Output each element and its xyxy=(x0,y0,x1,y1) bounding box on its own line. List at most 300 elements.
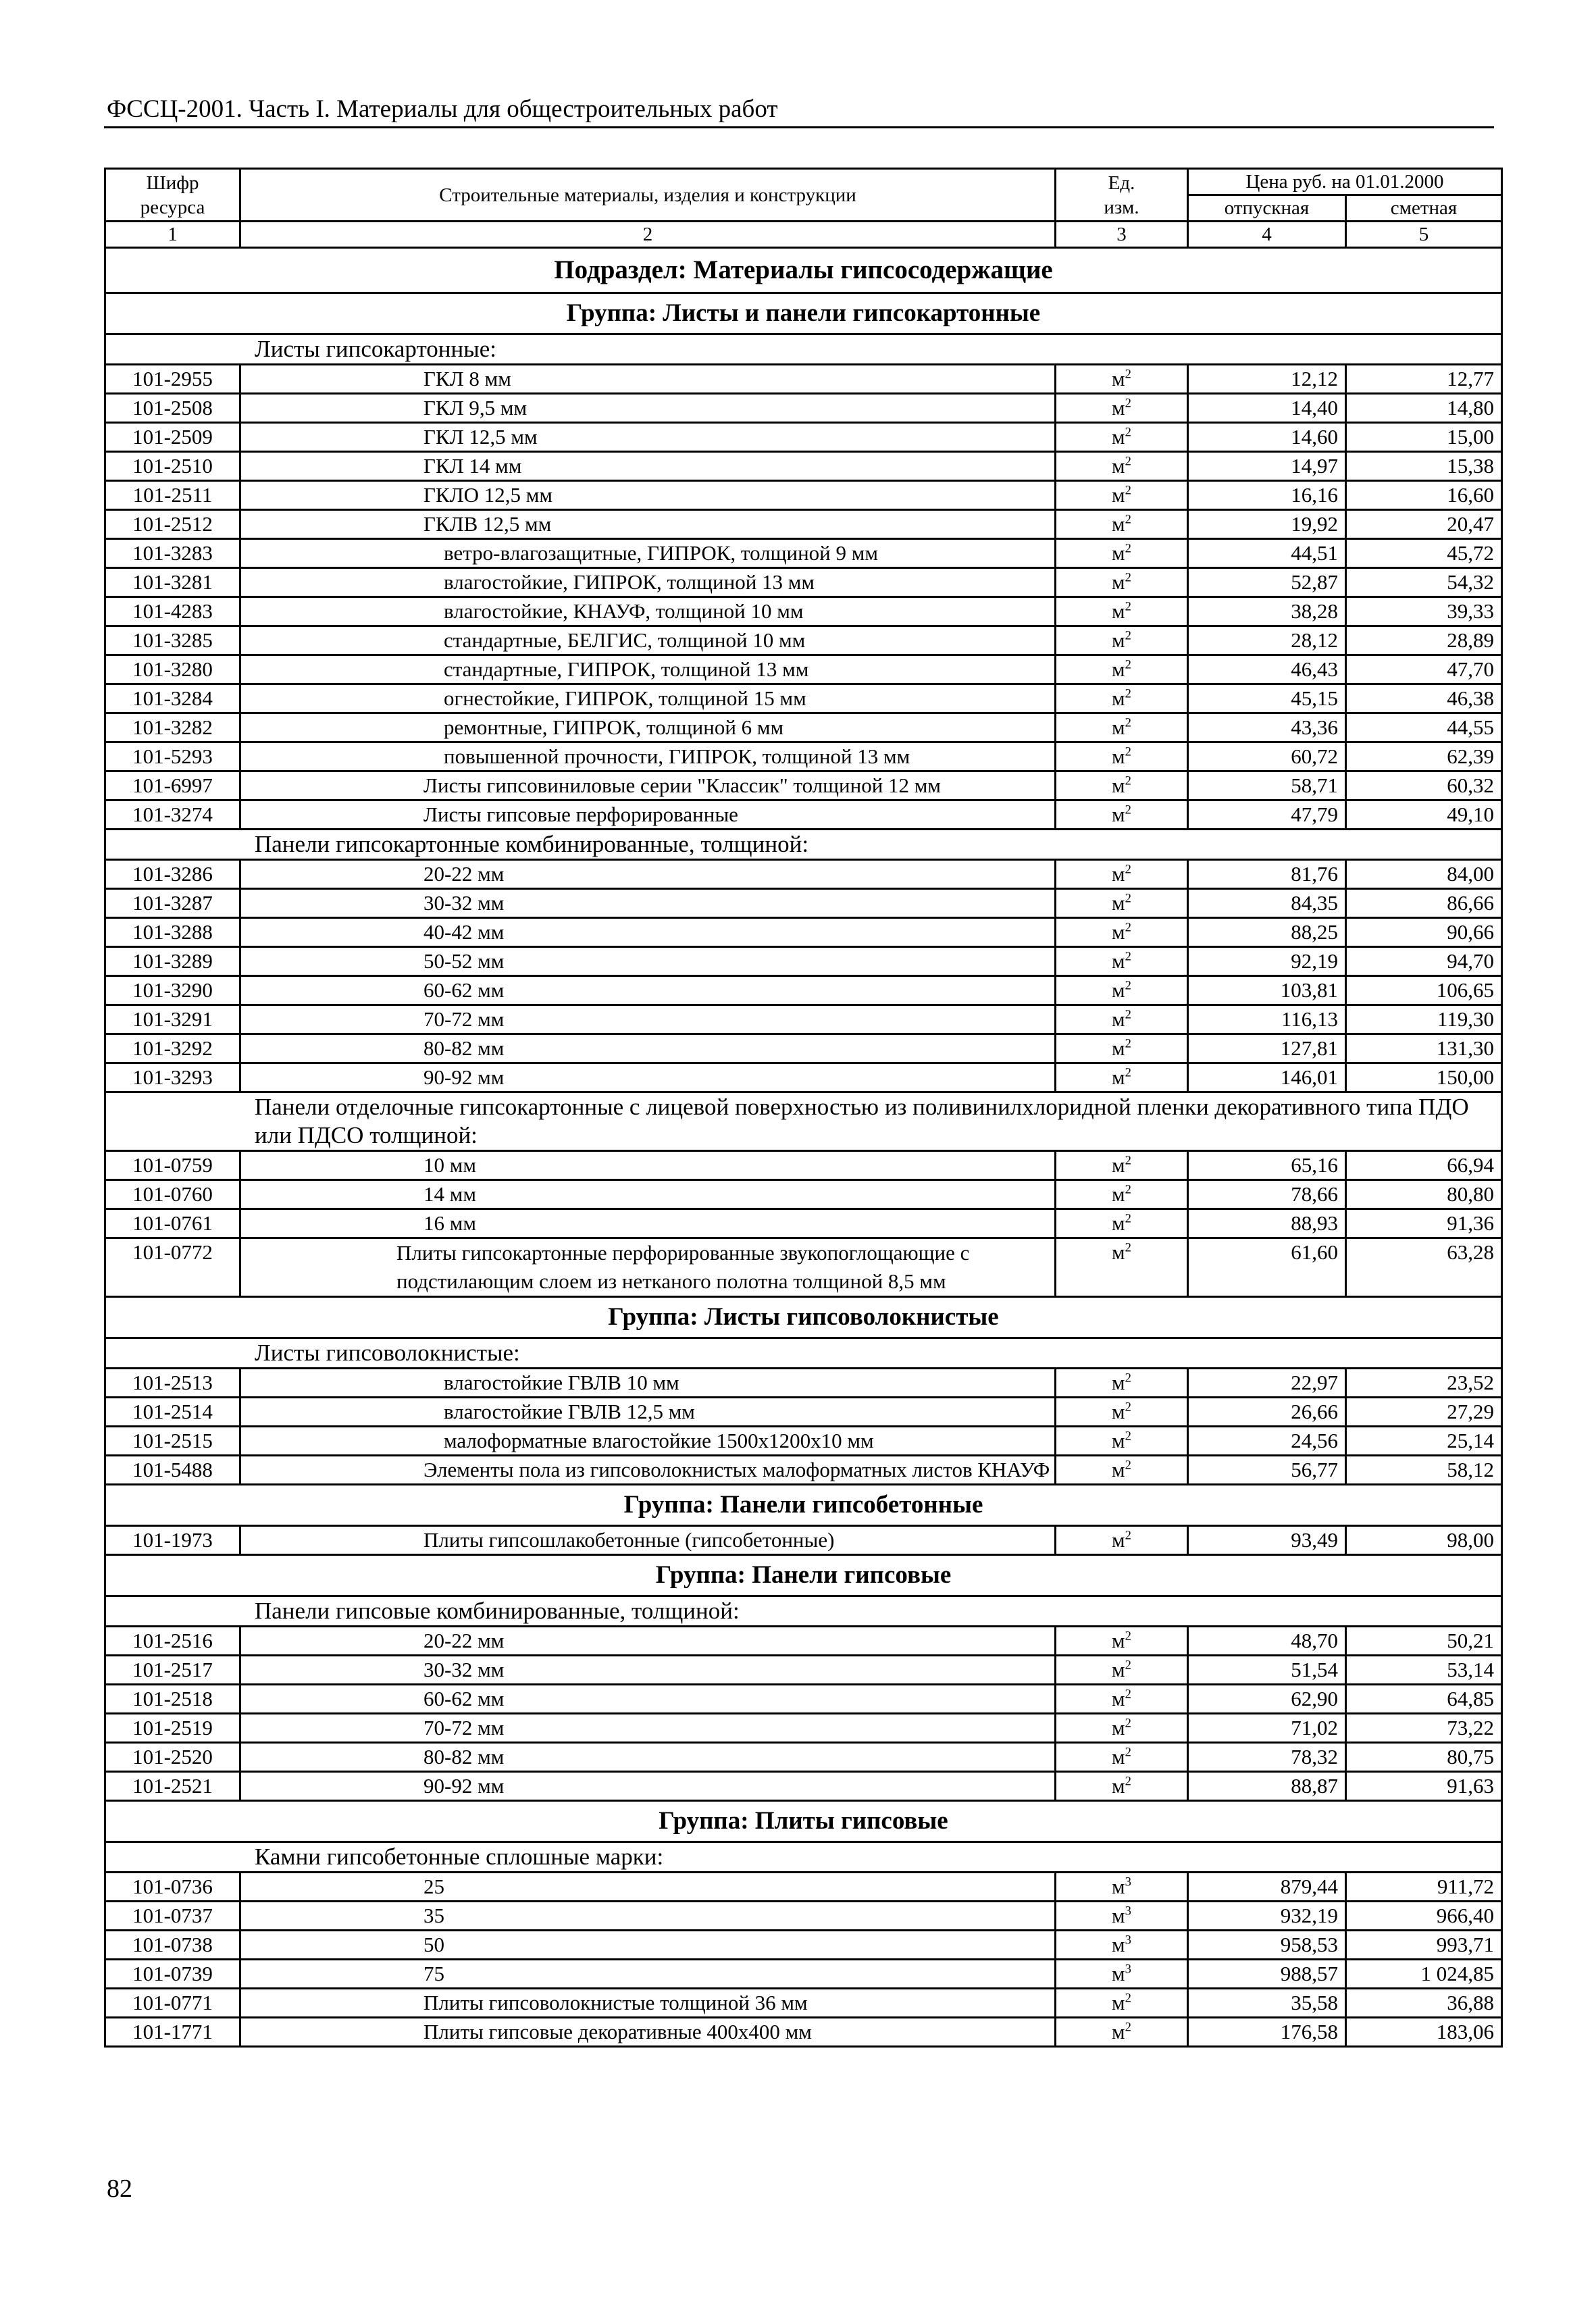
cell-name: Элементы пола из гипсоволокнистых малоформатных листов КНАУФ xyxy=(240,1456,1056,1485)
table-row xyxy=(105,1931,1502,1960)
cell-code: 101-3292 xyxy=(105,1034,240,1063)
cell-estimate-price: 47,70 xyxy=(1346,655,1502,684)
cell-release-price: 19,92 xyxy=(1188,510,1346,539)
group-row xyxy=(105,1801,1502,1842)
group-title: Группа: Плиты гипсовые xyxy=(105,1801,1502,1842)
category-title: Листы гипсокартонные: xyxy=(105,334,1502,365)
cell-name: влагостойкие ГВЛВ 10 мм xyxy=(240,1369,1056,1398)
cell-name: 10 мм xyxy=(240,1151,1056,1180)
cell-release-price: 62,90 xyxy=(1188,1685,1346,1714)
cell-release-price: 61,60 xyxy=(1188,1238,1346,1297)
cell-name: 16 мм xyxy=(240,1209,1056,1238)
cell-release-price: 92,19 xyxy=(1188,947,1346,976)
cell-release-price: 38,28 xyxy=(1188,597,1346,626)
unit-text: м xyxy=(1112,1629,1125,1652)
cell-unit xyxy=(1056,742,1188,771)
unit-exponent: 2 xyxy=(1125,1182,1131,1197)
unit-exponent: 2 xyxy=(1125,1065,1131,1080)
cell-unit xyxy=(1056,568,1188,597)
cell-estimate-price: 23,52 xyxy=(1346,1369,1502,1398)
cell-release-price: 71,02 xyxy=(1188,1714,1346,1743)
unit-exponent: 2 xyxy=(1125,1774,1131,1789)
table-row xyxy=(105,510,1502,539)
table-row xyxy=(105,394,1502,423)
table-row xyxy=(105,568,1502,597)
cell-code: 101-3281 xyxy=(105,568,240,597)
unit-exponent: 2 xyxy=(1125,1153,1131,1168)
cell-code: 101-3285 xyxy=(105,626,240,655)
unit-exponent: 2 xyxy=(1125,599,1131,614)
cell-name: стандартные, ГИПРОК, толщиной 13 мм xyxy=(240,655,1056,684)
cell-release-price: 146,01 xyxy=(1188,1063,1346,1092)
cell-unit xyxy=(1056,1151,1188,1180)
table-row xyxy=(105,771,1502,800)
cell-code: 101-2517 xyxy=(105,1656,240,1685)
table-header xyxy=(105,169,1502,248)
cell-name: влагостойкие, КНАУФ, толщиной 10 мм xyxy=(240,597,1056,626)
cell-code: 101-1771 xyxy=(105,2018,240,2047)
cell-name: 80-82 мм xyxy=(240,1034,1056,1063)
col-code-header-line1: Шифр xyxy=(146,172,199,194)
unit-exponent: 2 xyxy=(1125,1687,1131,1702)
table-row xyxy=(105,2018,1502,2047)
unit-exponent: 2 xyxy=(1125,2020,1131,2035)
cell-name: ветро-влагозащитные, ГИПРОК, толщиной 9 мм xyxy=(240,539,1056,568)
cell-release-price: 65,16 xyxy=(1188,1151,1346,1180)
cell-unit xyxy=(1056,1180,1188,1209)
unit-exponent: 2 xyxy=(1125,1400,1131,1415)
cell-code: 101-0760 xyxy=(105,1180,240,1209)
cell-estimate-price: 91,36 xyxy=(1346,1209,1502,1238)
unit-exponent: 2 xyxy=(1125,570,1131,585)
cell-code: 101-3289 xyxy=(105,947,240,976)
unit-text: м xyxy=(1112,396,1125,420)
unit-text: м xyxy=(1112,599,1125,623)
cell-code: 101-2520 xyxy=(105,1743,240,1772)
group-row xyxy=(105,1297,1502,1338)
table-row xyxy=(105,1005,1502,1034)
category-row xyxy=(105,334,1502,365)
cell-unit xyxy=(1056,626,1188,655)
col-name-header: Строительные материалы, изделия и конструкции xyxy=(240,169,1056,222)
unit-text: м xyxy=(1112,1933,1125,1956)
table-row xyxy=(105,597,1502,626)
unit-text: м xyxy=(1112,1007,1125,1031)
unit-text: м xyxy=(1112,803,1125,826)
cell-name: 80-82 мм xyxy=(240,1743,1056,1772)
unit-exponent: 2 xyxy=(1125,1429,1131,1444)
cell-unit xyxy=(1056,597,1188,626)
cell-unit xyxy=(1056,423,1188,452)
table-row xyxy=(105,1960,1502,1989)
cell-estimate-price: 86,66 xyxy=(1346,889,1502,918)
unit-exponent: 2 xyxy=(1125,1458,1131,1473)
unit-exponent: 2 xyxy=(1125,628,1131,643)
unit-text: м xyxy=(1112,1745,1125,1769)
table-row xyxy=(105,1180,1502,1209)
unit-exponent: 2 xyxy=(1125,454,1131,469)
unit-exponent: 2 xyxy=(1125,512,1131,527)
category-row xyxy=(105,1596,1502,1627)
unit-text: м xyxy=(1112,686,1125,710)
cell-code: 101-3282 xyxy=(105,713,240,742)
cell-estimate-price: 84,00 xyxy=(1346,860,1502,889)
cell-release-price: 958,53 xyxy=(1188,1931,1346,1960)
table-row xyxy=(105,1873,1502,1902)
unit-exponent: 2 xyxy=(1125,1036,1131,1051)
cell-release-price: 28,12 xyxy=(1188,626,1346,655)
cell-unit xyxy=(1056,1456,1188,1485)
cell-name: ГКЛ 14 мм xyxy=(240,452,1056,481)
unit-exponent: 2 xyxy=(1125,1528,1131,1543)
cell-unit xyxy=(1056,860,1188,889)
cell-code: 101-2955 xyxy=(105,365,240,394)
cell-release-price: 58,71 xyxy=(1188,771,1346,800)
unit-text: м xyxy=(1112,1371,1125,1394)
cell-unit xyxy=(1056,918,1188,947)
unit-text: м xyxy=(1112,367,1125,390)
cell-code: 101-2510 xyxy=(105,452,240,481)
cell-code: 101-3291 xyxy=(105,1005,240,1034)
cell-release-price: 78,32 xyxy=(1188,1743,1346,1772)
cell-release-price: 52,87 xyxy=(1188,568,1346,597)
cell-estimate-price: 91,63 xyxy=(1346,1772,1502,1801)
unit-text: м xyxy=(1112,1153,1125,1177)
cell-name: ГКЛВ 12,5 мм xyxy=(240,510,1056,539)
unit-text: м xyxy=(1112,920,1125,944)
table-row xyxy=(105,365,1502,394)
col-number-5: 5 xyxy=(1346,222,1502,248)
unit-text: м xyxy=(1112,1991,1125,2014)
cell-release-price: 46,43 xyxy=(1188,655,1346,684)
unit-exponent: 2 xyxy=(1125,891,1131,906)
table-row xyxy=(105,947,1502,976)
col-number-1: 1 xyxy=(105,222,240,248)
cell-name: 60-62 мм xyxy=(240,976,1056,1005)
cell-estimate-price: 73,22 xyxy=(1346,1714,1502,1743)
category-title: Панели гипсовые комбинированные, толщиной: xyxy=(105,1596,1502,1627)
unit-exponent: 2 xyxy=(1125,1991,1131,2006)
group-row xyxy=(105,1555,1502,1596)
cell-name: ГКЛ 8 мм xyxy=(240,365,1056,394)
table-row xyxy=(105,918,1502,947)
cell-code: 101-2514 xyxy=(105,1398,240,1427)
cell-unit xyxy=(1056,1005,1188,1034)
cell-code: 101-0759 xyxy=(105,1151,240,1180)
cell-name: 70-72 мм xyxy=(240,1714,1056,1743)
table-row xyxy=(105,626,1502,655)
cell-estimate-price: 911,72 xyxy=(1346,1873,1502,1902)
cell-release-price: 116,13 xyxy=(1188,1005,1346,1034)
unit-text: м xyxy=(1112,628,1125,652)
cell-release-price: 35,58 xyxy=(1188,1989,1346,2018)
table-row xyxy=(105,1989,1502,2018)
table-row xyxy=(105,976,1502,1005)
category-row xyxy=(105,1092,1502,1151)
unit-text: м xyxy=(1112,1400,1125,1423)
unit-exponent: 2 xyxy=(1125,1745,1131,1760)
cell-release-price: 43,36 xyxy=(1188,713,1346,742)
cell-estimate-price: 119,30 xyxy=(1346,1005,1502,1034)
col-number-4: 4 xyxy=(1188,222,1346,248)
cell-estimate-price: 25,14 xyxy=(1346,1427,1502,1456)
col-unit-header xyxy=(1056,169,1188,222)
cell-unit xyxy=(1056,1656,1188,1685)
table-row xyxy=(105,1656,1502,1685)
unit-exponent: 2 xyxy=(1125,1658,1131,1673)
cell-unit xyxy=(1056,1685,1188,1714)
cell-unit xyxy=(1056,510,1188,539)
page-header-title: ФССЦ-2001. Часть I. Материалы для общестроительных работ xyxy=(107,95,778,123)
page-number: 82 xyxy=(107,2175,132,2203)
cell-name: 75 xyxy=(240,1960,1056,1989)
subsection-row xyxy=(105,248,1502,293)
cell-code: 101-0738 xyxy=(105,1931,240,1960)
cell-estimate-price: 53,14 xyxy=(1346,1656,1502,1685)
subsection-title: Подраздел: Материалы гипсосодержащие xyxy=(105,248,1502,293)
cell-name: Листы гипсовые перфорированные xyxy=(240,800,1056,830)
cell-unit xyxy=(1056,1238,1188,1297)
cell-release-price: 60,72 xyxy=(1188,742,1346,771)
table-row xyxy=(105,1063,1502,1092)
cell-code: 101-2511 xyxy=(105,481,240,510)
cell-release-price: 988,57 xyxy=(1188,1960,1346,1989)
unit-exponent: 2 xyxy=(1125,803,1131,817)
table-row xyxy=(105,423,1502,452)
table-row xyxy=(105,1456,1502,1485)
unit-text: м xyxy=(1112,773,1125,797)
cell-code: 101-0737 xyxy=(105,1902,240,1931)
table-row xyxy=(105,713,1502,742)
group-title: Группа: Листы гипсоволокнистые xyxy=(105,1297,1502,1338)
unit-exponent: 3 xyxy=(1125,1875,1131,1889)
unit-exponent: 2 xyxy=(1125,541,1131,556)
cell-name: Плиты гипсошлакобетонные (гипсобетонные) xyxy=(240,1526,1056,1555)
unit-exponent: 2 xyxy=(1125,483,1131,498)
cell-name: 20-22 мм xyxy=(240,860,1056,889)
cell-code: 101-3283 xyxy=(105,539,240,568)
cell-estimate-price: 27,29 xyxy=(1346,1398,1502,1427)
cell-release-price: 176,58 xyxy=(1188,2018,1346,2047)
cell-name: ГКЛ 9,5 мм xyxy=(240,394,1056,423)
cell-estimate-price: 45,72 xyxy=(1346,539,1502,568)
table-row xyxy=(105,539,1502,568)
cell-estimate-price: 62,39 xyxy=(1346,742,1502,771)
cell-code: 101-2521 xyxy=(105,1772,240,1801)
cell-code: 101-0736 xyxy=(105,1873,240,1902)
table-body xyxy=(105,248,1502,2047)
unit-exponent: 2 xyxy=(1125,425,1131,440)
cell-release-price: 22,97 xyxy=(1188,1369,1346,1398)
unit-exponent: 2 xyxy=(1125,1371,1131,1386)
cell-estimate-price: 150,00 xyxy=(1346,1063,1502,1092)
unit-text: м xyxy=(1112,978,1125,1002)
cell-release-price: 78,66 xyxy=(1188,1180,1346,1209)
cell-name: стандартные, БЕЛГИС, толщиной 10 мм xyxy=(240,626,1056,655)
unit-text: м xyxy=(1112,570,1125,594)
cell-name: Плиты гипсокартонные перфорированные звукопоглощающие с подстилающим слоем из нетканого полотна толщиной 8,5 мм xyxy=(240,1238,1056,1297)
unit-text: м xyxy=(1112,1904,1125,1927)
cell-code: 101-2518 xyxy=(105,1685,240,1714)
cell-code: 101-2519 xyxy=(105,1714,240,1743)
cell-release-price: 88,87 xyxy=(1188,1772,1346,1801)
unit-text: м xyxy=(1112,425,1125,449)
unit-text: м xyxy=(1112,1240,1125,1264)
cell-unit xyxy=(1056,1369,1188,1398)
cell-unit xyxy=(1056,1873,1188,1902)
cell-code: 101-3287 xyxy=(105,889,240,918)
cell-name: ремонтные, ГИПРОК, толщиной 6 мм xyxy=(240,713,1056,742)
unit-exponent: 2 xyxy=(1125,686,1131,701)
cell-unit xyxy=(1056,655,1188,684)
cell-release-price: 879,44 xyxy=(1188,1873,1346,1902)
cell-unit xyxy=(1056,713,1188,742)
cell-code: 101-1973 xyxy=(105,1526,240,1555)
cell-name: 14 мм xyxy=(240,1180,1056,1209)
table-row xyxy=(105,1369,1502,1398)
unit-exponent: 2 xyxy=(1125,773,1131,788)
table-row xyxy=(105,1034,1502,1063)
cell-estimate-price: 80,75 xyxy=(1346,1743,1502,1772)
category-row xyxy=(105,1842,1502,1873)
cell-code: 101-0771 xyxy=(105,1989,240,2018)
cell-estimate-price: 14,80 xyxy=(1346,394,1502,423)
cell-release-price: 24,56 xyxy=(1188,1427,1346,1456)
col-code-header-line2: ресурса xyxy=(140,196,205,218)
col-estimate-price-header: сметная xyxy=(1346,195,1502,222)
col-code-header xyxy=(105,169,240,222)
cell-unit xyxy=(1056,947,1188,976)
cell-estimate-price: 15,38 xyxy=(1346,452,1502,481)
cell-estimate-price: 49,10 xyxy=(1346,800,1502,830)
cell-release-price: 45,15 xyxy=(1188,684,1346,713)
unit-text: м xyxy=(1112,891,1125,915)
cell-estimate-price: 1 024,85 xyxy=(1346,1960,1502,1989)
cell-code: 101-3284 xyxy=(105,684,240,713)
cell-estimate-price: 46,38 xyxy=(1346,684,1502,713)
cell-release-price: 932,19 xyxy=(1188,1902,1346,1931)
cell-unit xyxy=(1056,2018,1188,2047)
unit-text: м xyxy=(1112,483,1125,507)
cell-release-price: 88,25 xyxy=(1188,918,1346,947)
category-row xyxy=(105,830,1502,860)
cell-code: 101-6997 xyxy=(105,771,240,800)
cell-name: огнестойкие, ГИПРОК, толщиной 15 мм xyxy=(240,684,1056,713)
cell-name: 35 xyxy=(240,1902,1056,1931)
cell-unit xyxy=(1056,1526,1188,1555)
cell-release-price: 93,49 xyxy=(1188,1526,1346,1555)
table-row xyxy=(105,1714,1502,1743)
cell-unit xyxy=(1056,539,1188,568)
group-title: Группа: Листы и панели гипсокартонные xyxy=(105,293,1502,334)
cell-code: 101-3293 xyxy=(105,1063,240,1092)
table-row xyxy=(105,1151,1502,1180)
cell-name: ГКЛО 12,5 мм xyxy=(240,481,1056,510)
unit-text: м xyxy=(1112,1687,1125,1710)
cell-name: 70-72 мм xyxy=(240,1005,1056,1034)
unit-exponent: 2 xyxy=(1125,1240,1131,1255)
cell-release-price: 47,79 xyxy=(1188,800,1346,830)
category-title: Листы гипсоволокнистые: xyxy=(105,1338,1502,1369)
table-row xyxy=(105,800,1502,830)
unit-exponent: 3 xyxy=(1125,1962,1131,1977)
unit-exponent: 2 xyxy=(1125,396,1131,411)
cell-estimate-price: 94,70 xyxy=(1346,947,1502,976)
cell-code: 101-3280 xyxy=(105,655,240,684)
cell-name: 90-92 мм xyxy=(240,1063,1056,1092)
unit-text: м xyxy=(1112,1528,1125,1552)
cell-unit xyxy=(1056,976,1188,1005)
cell-name: 50-52 мм xyxy=(240,947,1056,976)
cell-estimate-price: 66,94 xyxy=(1346,1151,1502,1180)
table-row xyxy=(105,481,1502,510)
table-row xyxy=(105,684,1502,713)
cell-code: 101-2509 xyxy=(105,423,240,452)
cell-unit xyxy=(1056,481,1188,510)
table-row xyxy=(105,1772,1502,1801)
cell-unit xyxy=(1056,1714,1188,1743)
unit-text: м xyxy=(1112,1962,1125,1985)
cell-estimate-price: 15,00 xyxy=(1346,423,1502,452)
cell-code: 101-3274 xyxy=(105,800,240,830)
table-row xyxy=(105,655,1502,684)
cell-estimate-price: 39,33 xyxy=(1346,597,1502,626)
cell-name: 30-32 мм xyxy=(240,1656,1056,1685)
col-number-2: 2 xyxy=(240,222,1056,248)
cell-name: повышенной прочности, ГИПРОК, толщиной 13 мм xyxy=(240,742,1056,771)
cell-code: 101-0772 xyxy=(105,1238,240,1297)
cell-release-price: 56,77 xyxy=(1188,1456,1346,1485)
category-title: Панели отделочные гипсокартонные с лицевой поверхностью из поливинилхлоридной пленки декоративного типа ПДО или ПДСО толщиной: xyxy=(105,1092,1502,1151)
cell-estimate-price: 20,47 xyxy=(1346,510,1502,539)
cell-release-price: 51,54 xyxy=(1188,1656,1346,1685)
col-release-price-header: отпускная xyxy=(1188,195,1346,222)
cell-code: 101-2516 xyxy=(105,1627,240,1656)
unit-text: м xyxy=(1112,657,1125,681)
cell-unit xyxy=(1056,1034,1188,1063)
unit-text: м xyxy=(1112,1875,1125,1898)
unit-text: м xyxy=(1112,2020,1125,2043)
cell-release-price: 14,60 xyxy=(1188,423,1346,452)
cell-name: 40-42 мм xyxy=(240,918,1056,947)
cell-estimate-price: 12,77 xyxy=(1346,365,1502,394)
cell-release-price: 127,81 xyxy=(1188,1034,1346,1063)
cell-estimate-price: 36,88 xyxy=(1346,1989,1502,2018)
table-row xyxy=(105,1902,1502,1931)
unit-text: м xyxy=(1112,862,1125,886)
table-row xyxy=(105,889,1502,918)
cell-estimate-price: 993,71 xyxy=(1346,1931,1502,1960)
cell-name: 90-92 мм xyxy=(240,1772,1056,1801)
cell-unit xyxy=(1056,365,1188,394)
cell-estimate-price: 90,66 xyxy=(1346,918,1502,947)
cell-name: ГКЛ 12,5 мм xyxy=(240,423,1056,452)
cell-release-price: 14,40 xyxy=(1188,394,1346,423)
cell-code: 101-3288 xyxy=(105,918,240,947)
cell-estimate-price: 183,06 xyxy=(1346,2018,1502,2047)
cell-code: 101-5293 xyxy=(105,742,240,771)
group-row xyxy=(105,1485,1502,1526)
cell-name: влагостойкие ГВЛВ 12,5 мм xyxy=(240,1398,1056,1427)
cell-unit xyxy=(1056,800,1188,830)
cell-unit xyxy=(1056,1743,1188,1772)
unit-exponent: 2 xyxy=(1125,1211,1131,1226)
group-title: Группа: Панели гипсобетонные xyxy=(105,1485,1502,1526)
col-price-header: Цена руб. на 01.01.2000 xyxy=(1188,169,1502,195)
cell-release-price: 81,76 xyxy=(1188,860,1346,889)
col-unit-header-line1: Ед. xyxy=(1108,172,1135,194)
cell-unit xyxy=(1056,889,1188,918)
